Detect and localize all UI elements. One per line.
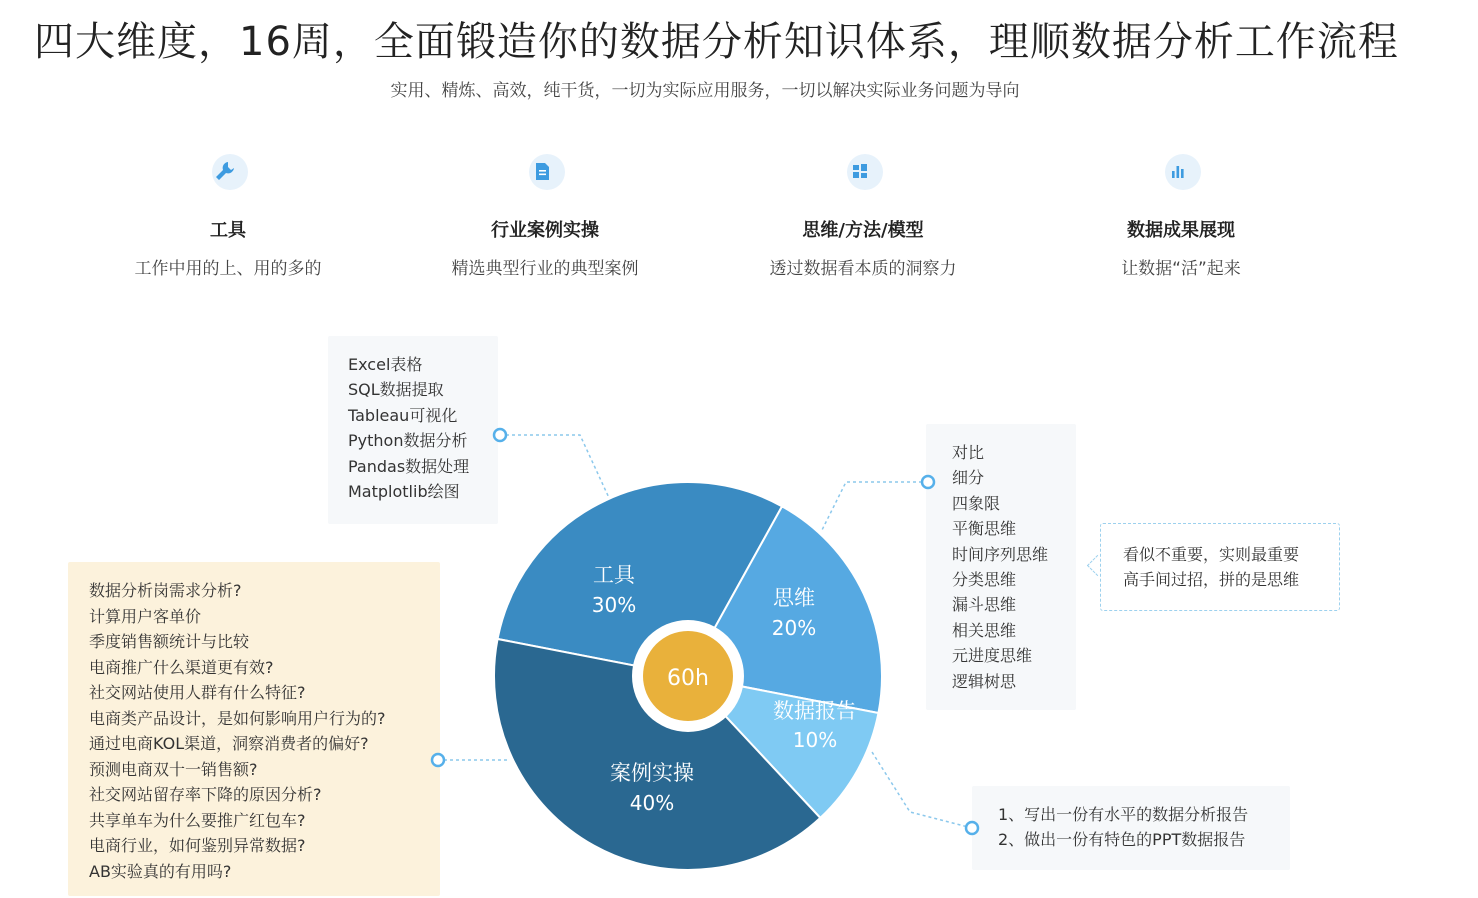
slice-percent-label: 30%: [591, 593, 637, 617]
feature-title: 行业案例实操: [491, 220, 599, 241]
list-item: 分类思维: [952, 570, 1017, 590]
slice-percent-label: 10%: [792, 728, 838, 752]
list-item: 社交网站使用人群有什么特征?: [89, 683, 306, 702]
feature-desc: 让数据“活”起来: [1121, 259, 1241, 279]
list-item: 电商类产品设计，是如何影响用户行为的?: [89, 708, 386, 728]
center-label: 60h: [667, 666, 709, 691]
connector-dot-tools: [494, 429, 506, 441]
feature-title: 数据成果展现: [1127, 220, 1235, 241]
slice-name-label: 思维: [773, 586, 815, 610]
list-item: 对比: [952, 443, 985, 462]
feature-title: 工具: [210, 220, 246, 241]
connector-tools: [500, 435, 610, 500]
connector-dot-cases: [432, 754, 444, 766]
list-item: 漏斗思维: [952, 595, 1017, 615]
list-item: 相关思维: [952, 620, 1017, 640]
list-item: 平衡思维: [952, 519, 1017, 539]
list-item: Pandas数据处理: [348, 456, 470, 476]
list-item: 逻辑树思: [952, 671, 1017, 691]
list-item: 季度销售额统计与比较: [89, 632, 250, 651]
slice-name-label: 工具: [593, 563, 635, 587]
note-line: 看似不重要，实则最重要: [1123, 545, 1300, 564]
list-item: 细分: [952, 468, 985, 488]
list-item: 计算用户客单价: [89, 606, 202, 626]
list-item: 2、做出一份有特色的PPT数据报告: [998, 830, 1246, 850]
list-item: 元进度思维: [952, 646, 1033, 666]
connector-dot-thinking: [922, 476, 934, 488]
list-item: 时间序列思维: [952, 544, 1049, 564]
page-title: 四大维度，16周，全面锻造你的数据分析知识体系，理顺数据分析工作流程: [34, 19, 1399, 65]
list-item: 数据分析岗需求分析?: [89, 581, 242, 600]
feature-title: 思维/方法/模型: [802, 220, 924, 241]
list-item: 电商行业，如何鉴别异常数据?: [89, 836, 306, 855]
note-line: 高手间过招，拼的是思维: [1123, 570, 1300, 589]
feature-desc: 精选典型行业的典型案例: [451, 259, 639, 279]
list-item: Matplotlib绘图: [348, 482, 460, 502]
list-item: Tableau可视化: [348, 405, 458, 425]
connector-dot-report: [966, 822, 978, 834]
list-item: 通过电商KOL渠道，洞察消费者的偏好?: [89, 734, 369, 753]
list-item: 1、写出一份有水平的数据分析报告: [998, 805, 1249, 824]
page-subtitle: 实用、精炼、高效，纯干货，一切为实际应用服务，一切以解决实际业务问题为导向: [390, 81, 1020, 101]
slice-percent-label: 20%: [771, 616, 817, 640]
list-item: 电商推广什么渠道更有效?: [89, 657, 274, 677]
list-item: Excel表格: [348, 355, 423, 374]
list-item: AB实验真的有用吗?: [89, 861, 232, 881]
list-item: Python数据分析: [348, 431, 468, 451]
connector-thinking: [822, 482, 928, 530]
list-item: 社交网站留存率下降的原因分析?: [89, 785, 322, 804]
list-item: 预测电商双十一销售额?: [89, 759, 258, 779]
slice-percent-label: 40%: [629, 791, 675, 815]
list-item: 共享单车为什么要推广红包车?: [89, 810, 306, 830]
list-item: SQL数据提取: [348, 380, 444, 400]
connector-report: [872, 752, 972, 828]
slice-name-label: 案例实操: [610, 761, 694, 785]
slice-name-label: 数据报告: [773, 699, 857, 723]
feature-desc: 透过数据看本质的洞察力: [769, 259, 957, 279]
list-item: 四象限: [952, 493, 1001, 513]
feature-desc: 工作中用的上、用的多的: [134, 259, 322, 279]
